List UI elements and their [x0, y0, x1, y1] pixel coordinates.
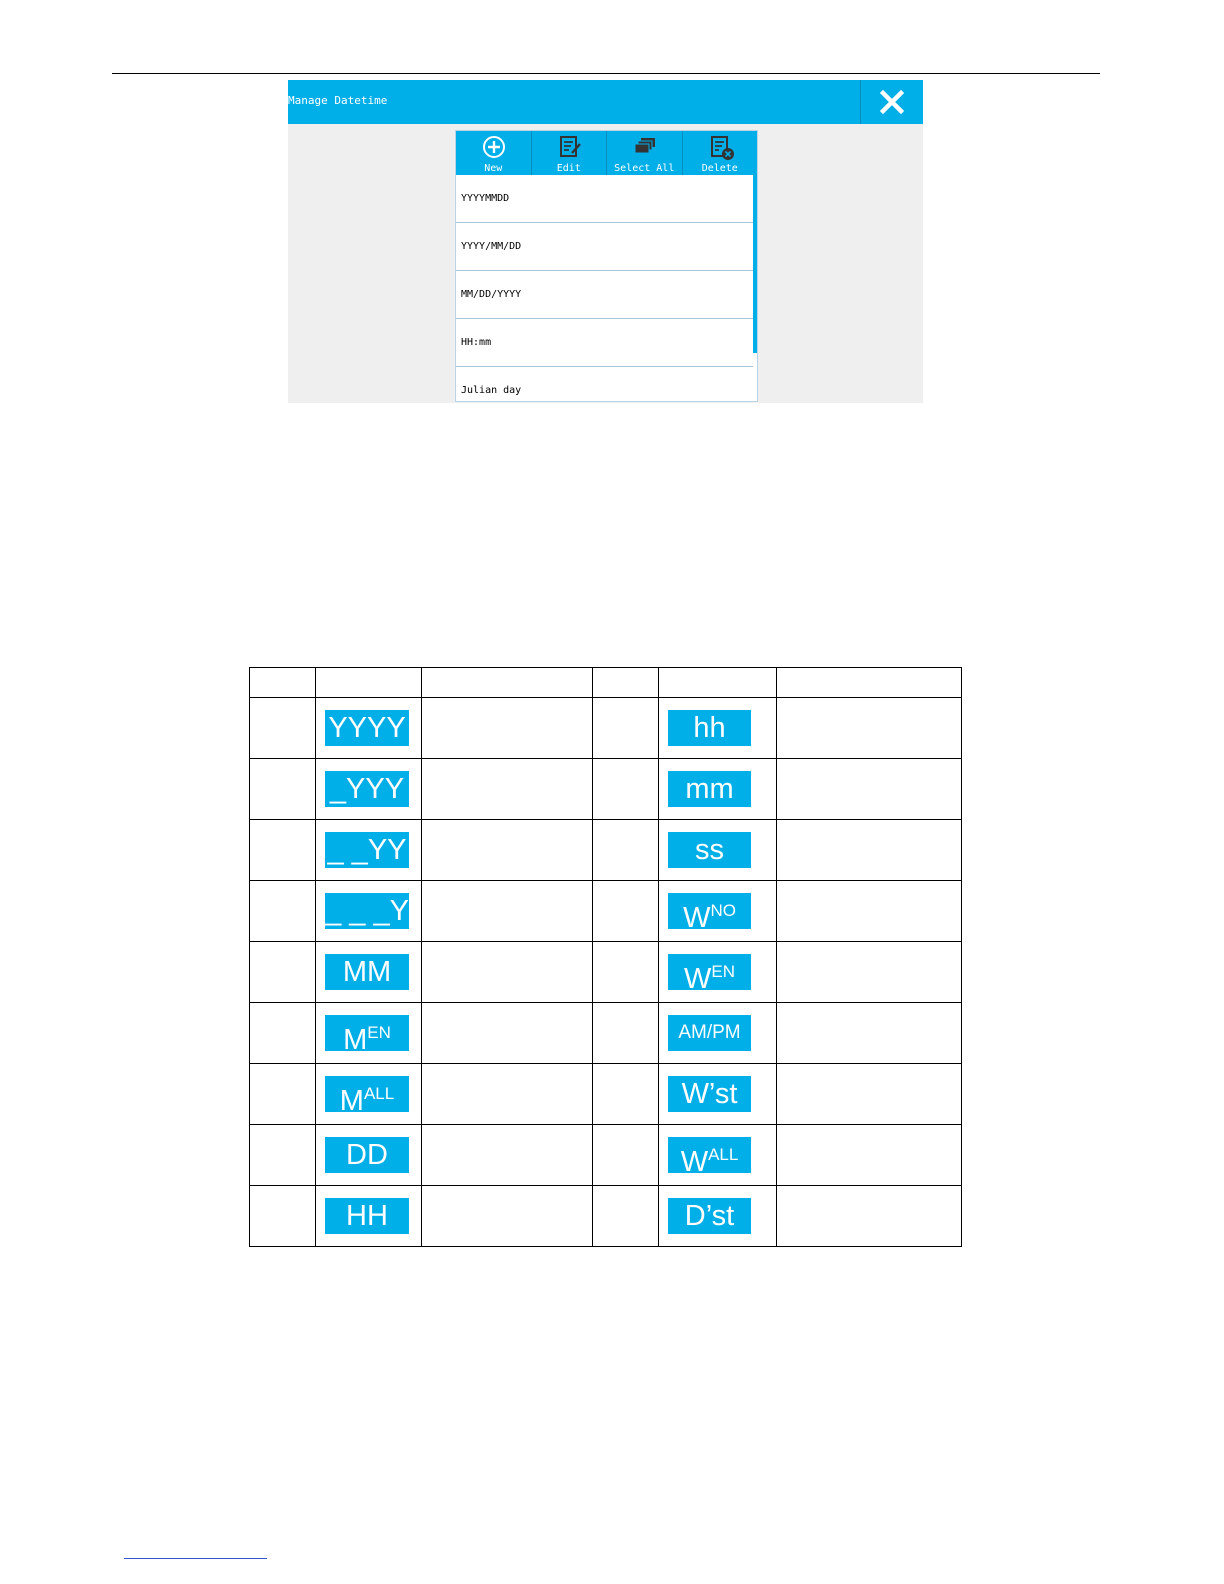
header-cell: [422, 668, 593, 698]
select-all-label: Select All: [614, 163, 675, 174]
table-cell: [593, 1064, 659, 1125]
table-cell: [659, 1125, 777, 1186]
table-cell: [422, 698, 593, 759]
badge-superscript: EN: [367, 1023, 391, 1042]
format-badge: [668, 1015, 751, 1051]
table-cell: [777, 1003, 962, 1064]
table-cell: [250, 1125, 316, 1186]
list-item[interactable]: [456, 319, 753, 367]
header-rule: [112, 73, 1100, 74]
table-cell: [777, 1186, 962, 1247]
format-code-table: [249, 667, 962, 1247]
format-list: [456, 175, 753, 402]
badge-text: DD: [346, 1139, 388, 1171]
badge-text: _YYY: [329, 773, 405, 805]
table-cell: [316, 1125, 422, 1186]
list-item[interactable]: [456, 367, 753, 402]
table-cell: [422, 1003, 593, 1064]
table-row: [250, 881, 962, 942]
scrollbar[interactable]: [753, 175, 757, 353]
table-cell: [593, 942, 659, 1003]
table-cell: [777, 942, 962, 1003]
table-cell: [659, 820, 777, 881]
new-button[interactable]: [456, 131, 532, 175]
table-cell: [422, 759, 593, 820]
edit-button[interactable]: [532, 131, 608, 175]
format-badge: [668, 710, 751, 746]
table-cell: [659, 1186, 777, 1247]
table-cell: [593, 1186, 659, 1247]
badge-text: W: [684, 963, 712, 995]
table-cell: [659, 881, 777, 942]
table-cell: [316, 820, 422, 881]
badge-text: YYYY: [328, 712, 406, 744]
table-cell: [777, 881, 962, 942]
format-badge: [325, 893, 409, 929]
format-badge: [325, 1198, 409, 1234]
table-cell: [593, 820, 659, 881]
table-cell: [250, 759, 316, 820]
badge-text: M: [339, 1085, 364, 1117]
table-cell: [422, 942, 593, 1003]
table-cell: [250, 881, 316, 942]
header-cell: [777, 668, 962, 698]
table-cell: [659, 1003, 777, 1064]
format-badge: [668, 954, 751, 995]
format-badge: [325, 954, 409, 990]
datetime-list-panel: [455, 130, 758, 402]
delete-icon: [709, 135, 735, 161]
format-badge: [325, 771, 409, 807]
manage-datetime-screenshot: [288, 80, 923, 403]
table-row: [250, 820, 962, 881]
table-cell: [316, 1186, 422, 1247]
footer-link-underline: [124, 1558, 267, 1559]
header-cell: [659, 668, 777, 698]
close-icon: [880, 90, 904, 114]
format-badge: [668, 1198, 751, 1234]
format-badge: [668, 1076, 751, 1112]
badge-superscript: ALL: [708, 1145, 739, 1164]
format-badge: [668, 771, 751, 807]
table-header-row: [250, 668, 962, 698]
table-cell: [777, 820, 962, 881]
table-cell: [777, 1125, 962, 1186]
badge-text: W’st: [681, 1078, 738, 1110]
format-badge: [325, 710, 409, 746]
table-cell: [422, 1125, 593, 1186]
list-item-label: Julian day: [461, 385, 522, 396]
table-cell: [250, 698, 316, 759]
select-all-icon: [633, 135, 657, 159]
table-cell: [250, 820, 316, 881]
table-cell: [422, 820, 593, 881]
list-item[interactable]: [456, 223, 753, 271]
table-cell: [593, 1003, 659, 1064]
format-badge: [668, 1137, 751, 1178]
table-row: [250, 698, 962, 759]
window-title: Manage Datetime: [288, 94, 388, 107]
table-cell: [659, 1064, 777, 1125]
table-cell: [659, 942, 777, 1003]
table-cell: [422, 1064, 593, 1125]
header-cell: [250, 668, 316, 698]
format-badge: [668, 832, 751, 868]
format-badge: [325, 1015, 409, 1056]
table-cell: [316, 759, 422, 820]
badge-text: hh: [693, 712, 726, 744]
badge-superscript: ALL: [363, 1084, 395, 1103]
table-row: [250, 942, 962, 1003]
close-button[interactable]: [860, 80, 923, 124]
badge-superscript: NO: [710, 901, 736, 920]
badge-text: mm: [685, 773, 734, 805]
header-cell: [316, 668, 422, 698]
edit-icon: [558, 135, 582, 159]
table-cell: [316, 1003, 422, 1064]
table-cell: [593, 1125, 659, 1186]
table-cell: [777, 759, 962, 820]
list-item-label: YYYYMMDD: [461, 193, 510, 204]
plus-circle-icon: [482, 135, 506, 159]
list-item-label: HH:mm: [461, 337, 492, 348]
title-bar: [288, 80, 923, 124]
header-cell: [593, 668, 659, 698]
table-row: [250, 759, 962, 820]
table-cell: [422, 1186, 593, 1247]
table-cell: [593, 759, 659, 820]
table-cell: [316, 1064, 422, 1125]
format-badge: [668, 893, 751, 934]
list-item[interactable]: [456, 271, 753, 319]
badge-text: AM/PM: [678, 1022, 741, 1043]
table-cell: [316, 698, 422, 759]
table-cell: [422, 881, 593, 942]
format-badge: [325, 1076, 409, 1117]
table-row: [250, 1186, 962, 1247]
list-item[interactable]: [456, 175, 753, 223]
table-cell: [777, 698, 962, 759]
format-badge: [325, 1137, 409, 1173]
badge-text: D’st: [684, 1200, 735, 1232]
table-row: [250, 1003, 962, 1064]
table-cell: [777, 1064, 962, 1125]
list-item-label: YYYY/MM/DD: [461, 241, 522, 252]
badge-text: W: [680, 1146, 709, 1178]
badge-text: MM: [342, 956, 392, 988]
new-label: New: [484, 163, 503, 174]
table-cell: [659, 759, 777, 820]
delete-label: Delete: [701, 163, 738, 174]
table-row: [250, 1064, 962, 1125]
format-badge: [325, 832, 409, 868]
table-cell: [250, 942, 316, 1003]
table-cell: [316, 881, 422, 942]
toolbar: [456, 131, 757, 175]
table-cell: [250, 1064, 316, 1125]
badge-text: ss: [695, 834, 724, 866]
badge-text: M: [343, 1024, 368, 1056]
table-cell: [593, 698, 659, 759]
badge-superscript: EN: [711, 962, 735, 981]
badge-text: HH: [346, 1200, 388, 1232]
table-cell: [593, 881, 659, 942]
table-row: [250, 1125, 962, 1186]
table-cell: [250, 1003, 316, 1064]
table-cell: [250, 1186, 316, 1247]
badge-text: _ _YY: [327, 834, 407, 866]
badge-text: W: [683, 902, 711, 934]
select-all-button[interactable]: [607, 131, 683, 175]
delete-button[interactable]: [683, 131, 758, 175]
table-cell: [659, 698, 777, 759]
table-cell: [316, 942, 422, 1003]
list-item-label: MM/DD/YYYY: [461, 289, 522, 300]
edit-label: Edit: [556, 163, 581, 174]
badge-text: _ _ _Y: [325, 895, 409, 927]
